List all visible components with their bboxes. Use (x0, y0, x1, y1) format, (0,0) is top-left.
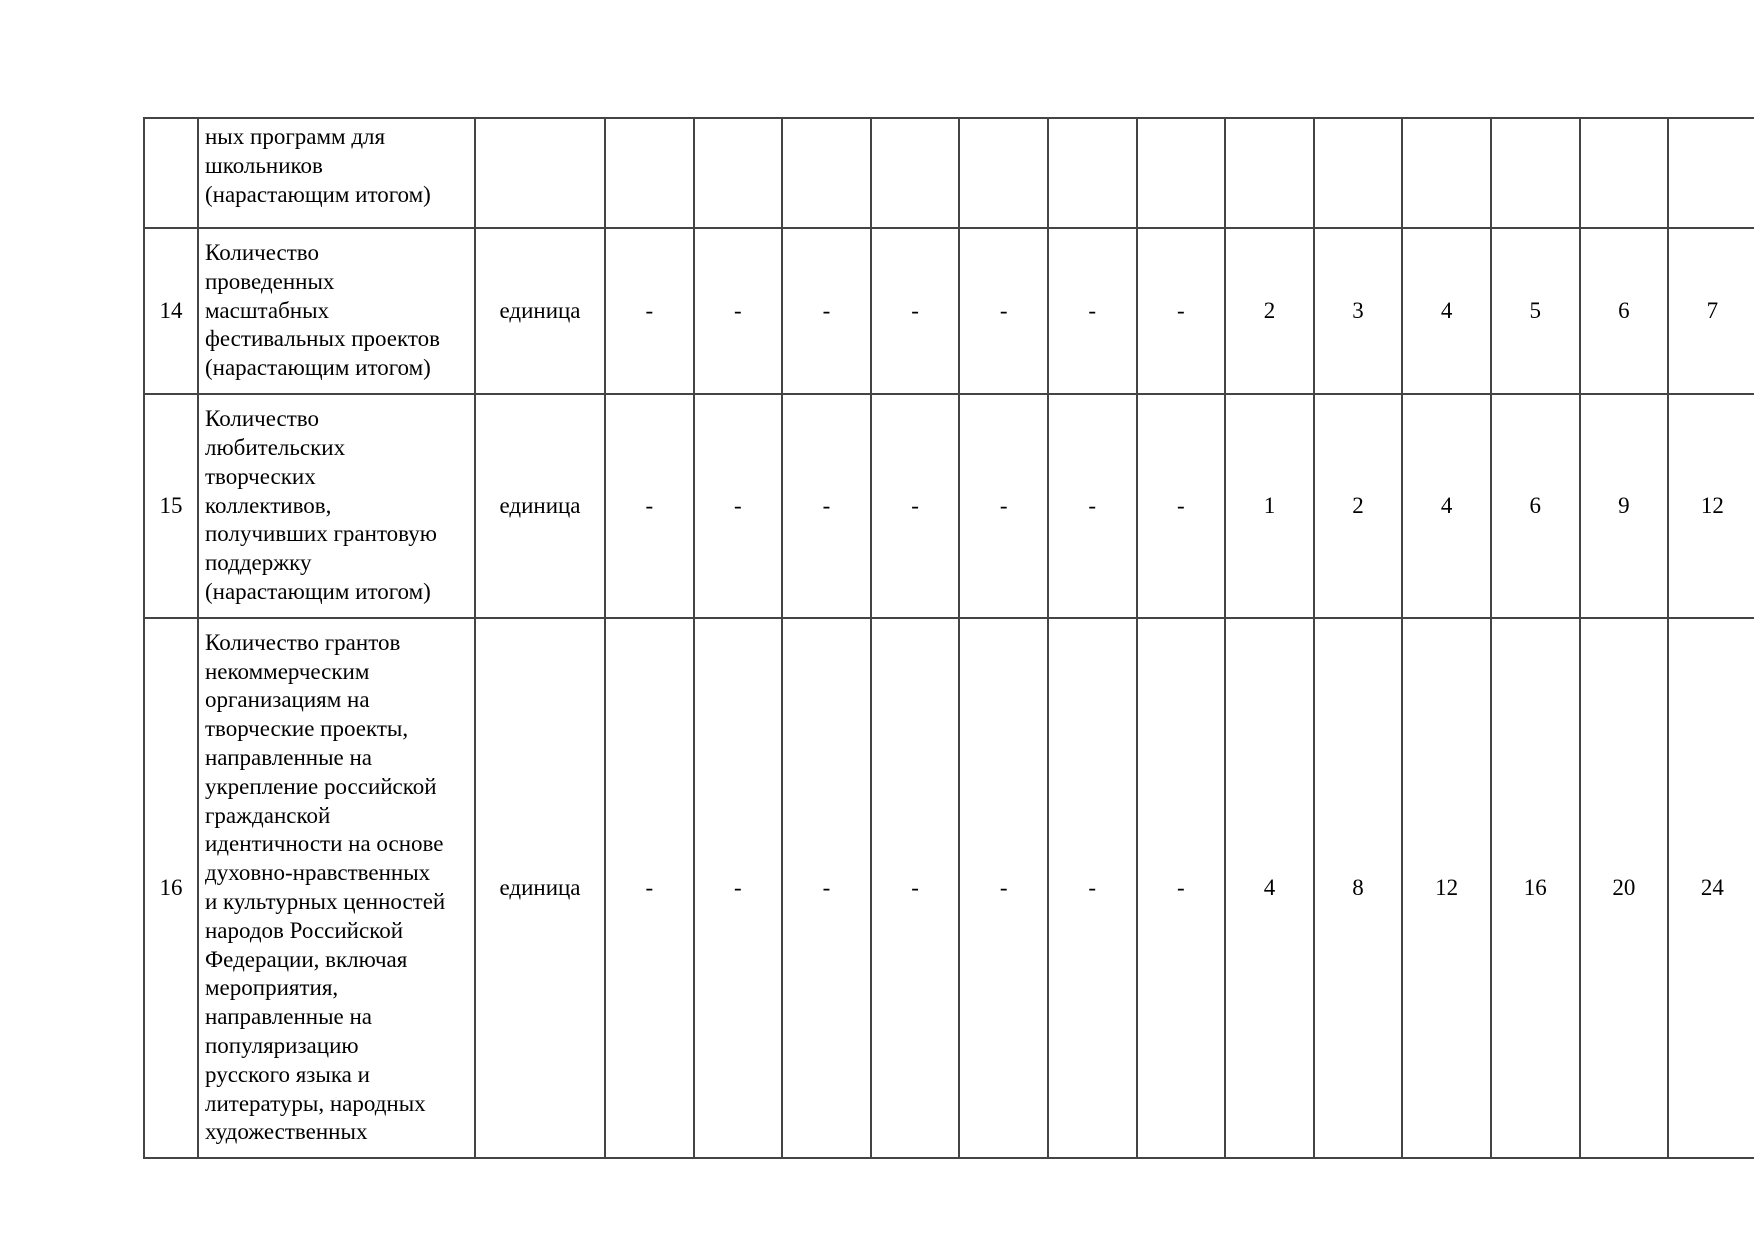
value-cell: - (605, 618, 694, 1158)
indicator-name-line: творческие проекты, (205, 716, 409, 742)
value-cell: - (871, 394, 960, 618)
indicator-name-line: творческих (205, 463, 316, 489)
value-cell (871, 118, 960, 228)
unit-cell: единица (475, 394, 605, 618)
value-cell: 4 (1402, 394, 1491, 618)
indicator-name-line: фестивальных проектов (205, 326, 440, 352)
value-cell (1048, 118, 1137, 228)
value-cell: - (959, 228, 1048, 394)
indicator-name-line: любительских (205, 435, 346, 460)
row-number-cell (144, 118, 198, 228)
indicator-name-line: и культурных ценностей (205, 889, 446, 914)
value-cell: - (782, 228, 871, 394)
indicator-name-line: мероприятия, (205, 975, 339, 1001)
value-cell: 9 (1580, 394, 1669, 618)
indicator-name-line: русского языка и (205, 1061, 370, 1087)
indicator-name-line: Количество грантов (205, 629, 401, 655)
indicator-name-cell (198, 394, 475, 618)
value-cell: - (1137, 394, 1226, 618)
table-row (144, 228, 1754, 394)
indicator-name-line: проведенных (205, 268, 335, 294)
value-cell: 2 (1314, 394, 1403, 618)
indicator-name-line: популяризацию (205, 1032, 359, 1058)
value-cell: 20 (1580, 618, 1669, 1158)
value-cell: - (1137, 618, 1226, 1158)
indicator-name-line: гражданской (205, 802, 331, 828)
indicator-name-line: школьников (205, 152, 323, 178)
value-cell: - (871, 618, 960, 1158)
indicator-name-line: Федерации, включая (205, 946, 408, 972)
value-cell (1491, 118, 1580, 228)
indicator-name-line: духовно-нравственных (205, 860, 431, 886)
value-cell: - (694, 228, 783, 394)
value-cell (959, 118, 1048, 228)
value-cell: 7 (1668, 228, 1754, 394)
indicator-name-line: направленные на (205, 1004, 373, 1030)
value-cell: - (1048, 394, 1137, 618)
value-cell: - (871, 228, 960, 394)
value-cell: - (1048, 618, 1137, 1158)
value-cell: 4 (1402, 228, 1491, 394)
value-cell: - (1137, 228, 1226, 394)
value-cell (1225, 118, 1314, 228)
table-row (144, 618, 1754, 1158)
value-cell: 12 (1402, 618, 1491, 1158)
value-cell: 16 (1491, 618, 1580, 1158)
row-number-cell: 15 (144, 394, 198, 618)
value-cell (1580, 118, 1669, 228)
indicator-name-line: организациям на (205, 687, 370, 713)
indicator-name-line: поддержку (205, 550, 312, 576)
value-cell: 8 (1314, 618, 1403, 1158)
unit-cell (475, 118, 605, 228)
value-cell: - (1048, 228, 1137, 394)
value-cell: 6 (1580, 228, 1669, 394)
value-cell: - (959, 618, 1048, 1158)
indicator-name-line: Количество (205, 240, 319, 265)
indicator-name-line: литературы, народных (205, 1090, 426, 1116)
value-cell: 12 (1668, 394, 1754, 618)
indicator-name-line: некоммерческим (205, 658, 370, 684)
value-cell: - (605, 228, 694, 394)
row-number-cell: 16 (144, 618, 198, 1158)
indicator-name-line: ных программ для (205, 124, 386, 149)
indicator-name-line: народов Российской (205, 917, 404, 943)
value-cell: 6 (1491, 394, 1580, 618)
indicator-name-line: укрепление российской (205, 773, 437, 799)
value-cell (605, 118, 694, 228)
unit-cell: единица (475, 618, 605, 1158)
indicator-name-cell (198, 118, 475, 228)
indicator-name-cell (198, 618, 475, 1158)
value-cell: - (782, 394, 871, 618)
table-row (144, 394, 1754, 618)
indicator-name-line: получивших грантовую (205, 521, 437, 547)
value-cell: 2 (1225, 228, 1314, 394)
indicator-name-line: идентичности на основе (205, 831, 444, 857)
indicator-name-line: (нарастающим итогом) (205, 578, 431, 604)
value-cell: 3 (1314, 228, 1403, 394)
value-cell: - (694, 618, 783, 1158)
value-cell (694, 118, 783, 228)
indicator-name-line: (нарастающим итогом) (205, 181, 431, 207)
value-cell: - (959, 394, 1048, 618)
table-body (144, 118, 1754, 1158)
value-cell: - (694, 394, 783, 618)
indicators-table (143, 117, 1754, 1159)
value-cell: 24 (1668, 618, 1754, 1158)
value-cell (782, 118, 871, 228)
indicator-name-line: художественных (205, 1119, 368, 1145)
value-cell (1668, 118, 1754, 228)
value-cell: - (782, 618, 871, 1158)
indicator-name-line: Количество (205, 406, 319, 432)
value-cell: 5 (1491, 228, 1580, 394)
value-cell: 1 (1225, 394, 1314, 618)
indicator-name-line: направленные на (205, 745, 373, 771)
value-cell (1137, 118, 1226, 228)
unit-cell: единица (475, 228, 605, 394)
indicator-name-line: коллективов, (205, 492, 332, 518)
value-cell (1402, 118, 1491, 228)
indicator-name-line: масштабных (205, 297, 330, 323)
row-number-cell: 14 (144, 228, 198, 394)
indicator-name-line: (нарастающим итогом) (205, 355, 431, 381)
table-row (144, 118, 1754, 228)
value-cell: - (605, 394, 694, 618)
value-cell (1314, 118, 1403, 228)
indicator-name-cell (198, 228, 475, 394)
value-cell: 4 (1225, 618, 1314, 1158)
